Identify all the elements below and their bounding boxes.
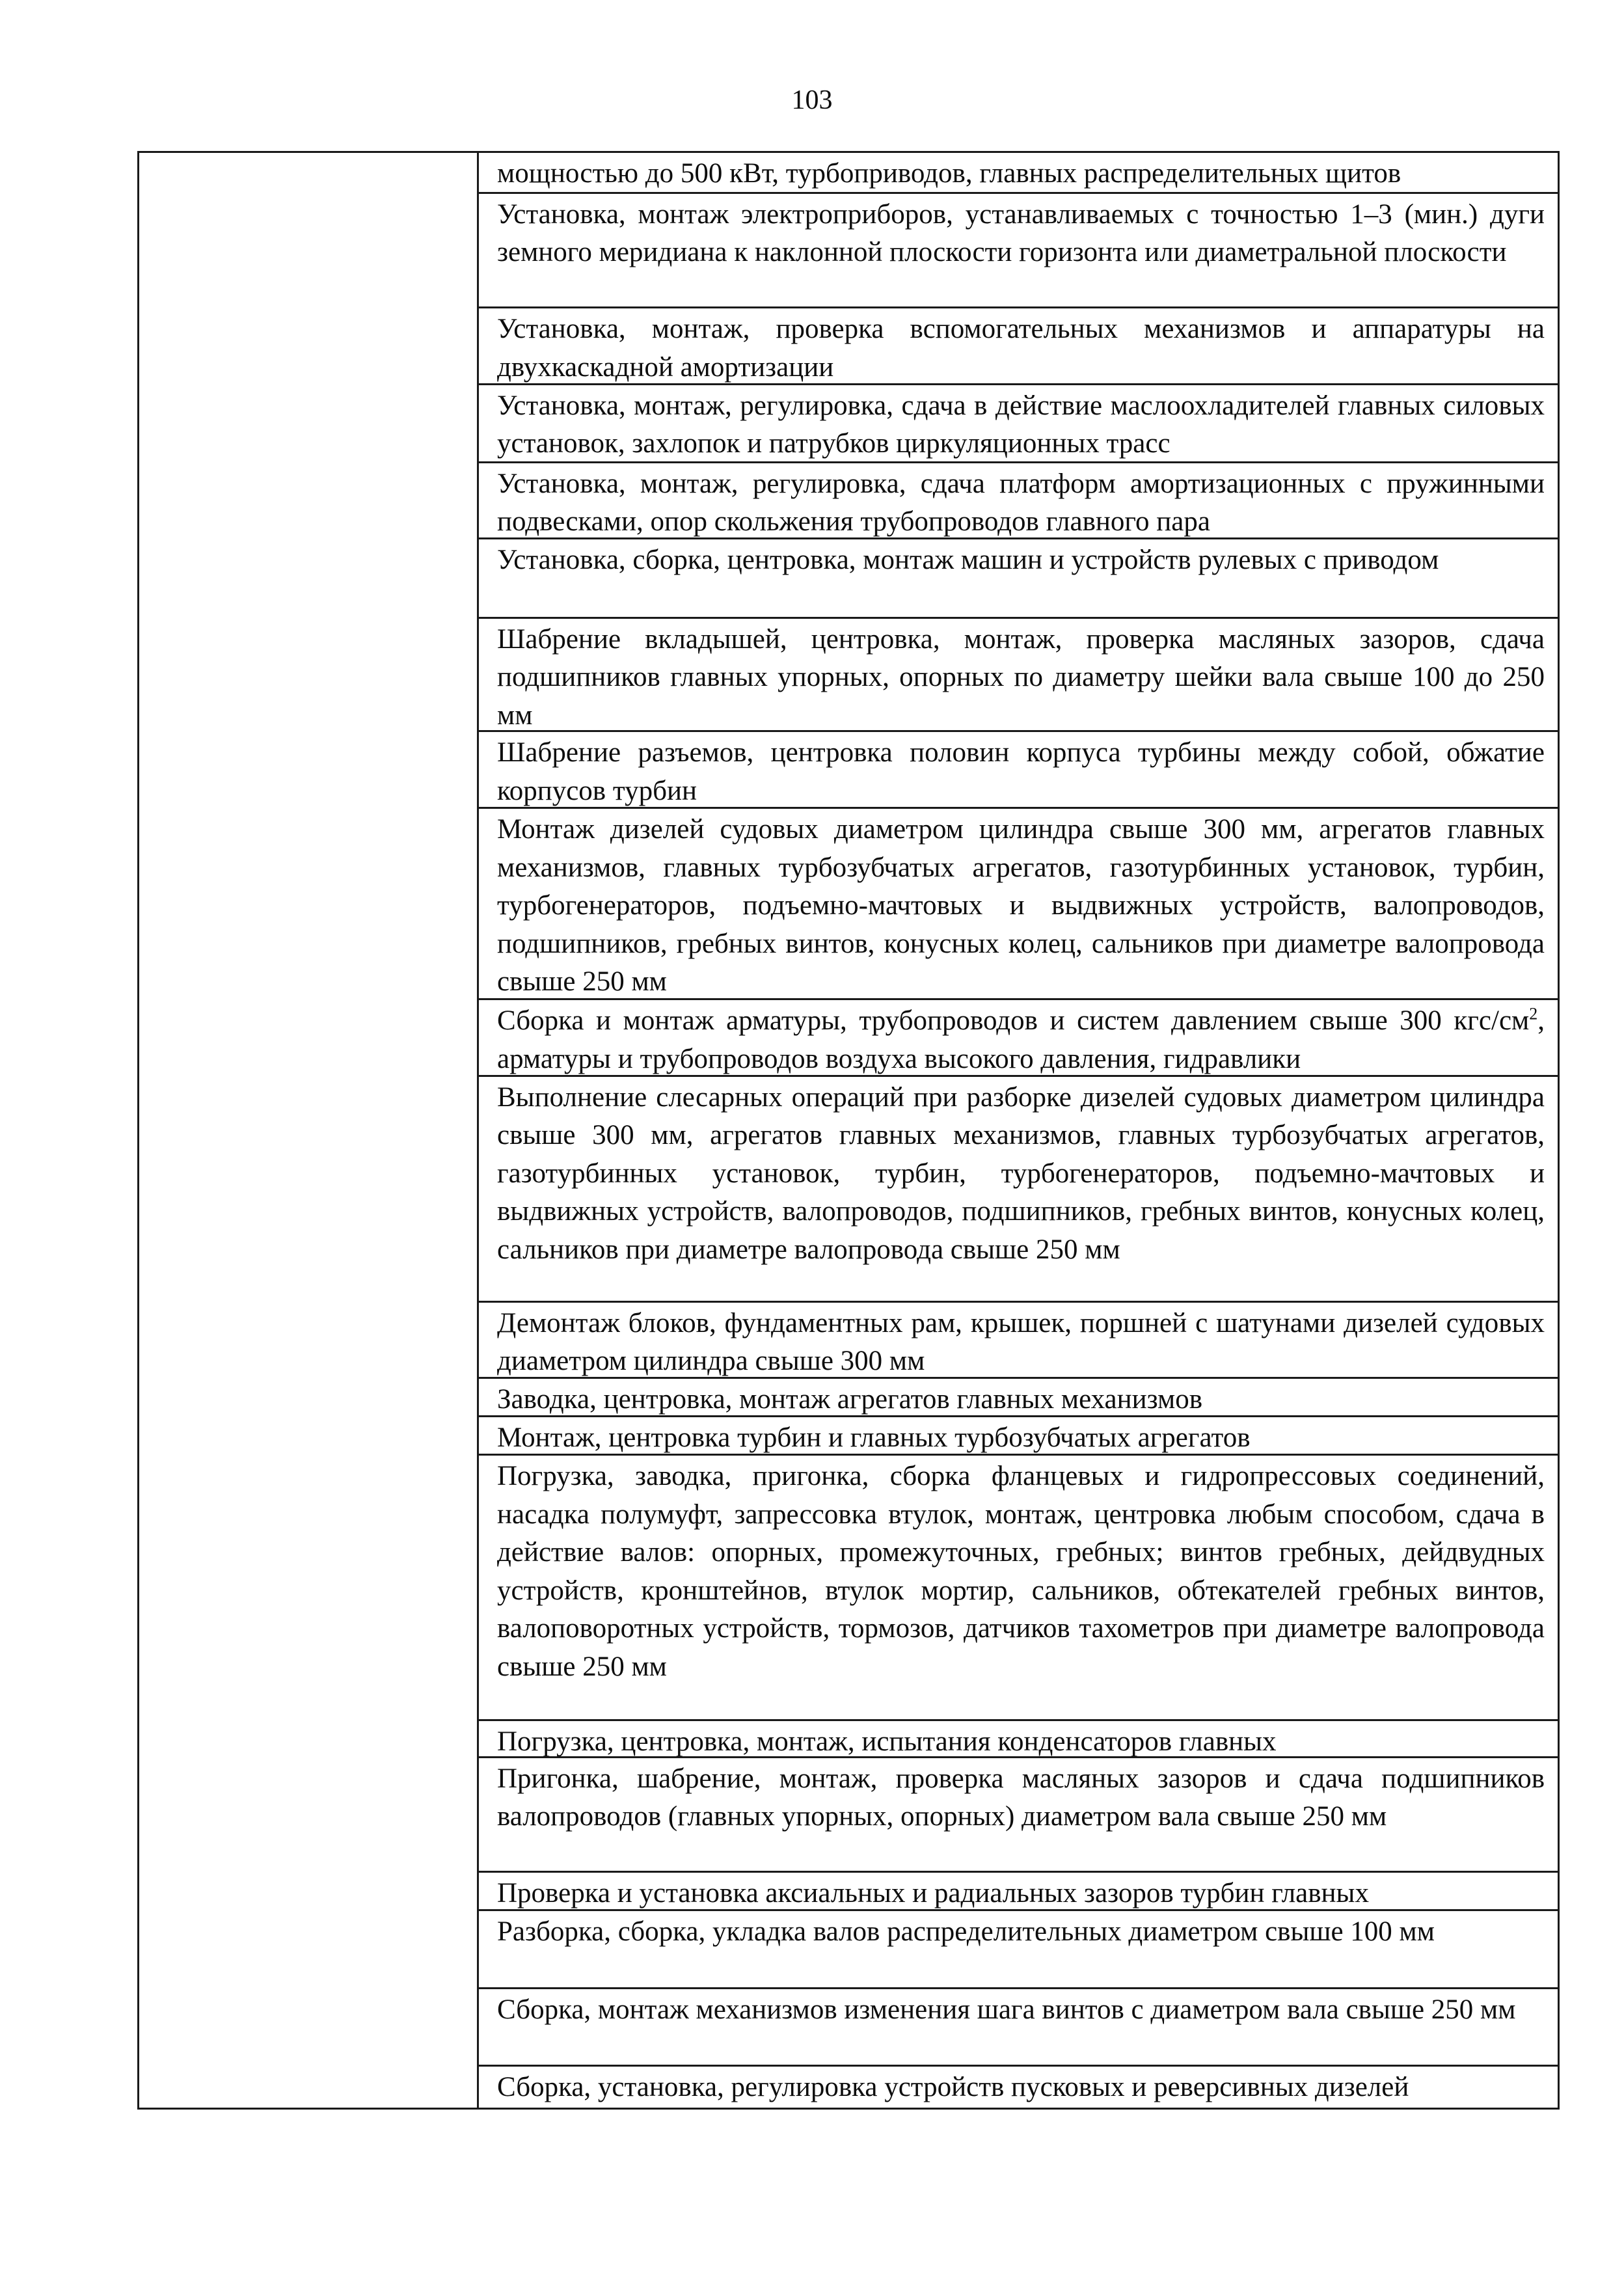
table-right-column	[479, 153, 1558, 2108]
table-row: Установка, монтаж электроприборов, устанавливаемых с точностью 1–3 (мин.) дуги земного меридиана к наклонной плоскости горизонта или диаметральной плоскости	[479, 194, 1558, 308]
page-number: 103	[791, 85, 833, 115]
row-text-part: Сборка и монтаж арматуры, трубопроводов и систем давлением свыше 300 кгс/см	[497, 1005, 1530, 1036]
table-row: Монтаж дизелей судовых диаметром цилиндра свыше 300 мм, агрегатов главных механизмов, главных турбозубчатых агрегатов, газотурбинных установок, турбин, турбогенераторов, подъемно-мачтовых и выдвижных устройств, валопроводов, подшипников, гребных винтов, конусных колец, сальников при диаметре валопровода свыше 250 мм	[479, 809, 1558, 1000]
table-row: Разборка, сборка, укладка валов распределительных диаметром свыше 100 мм	[479, 1911, 1558, 1989]
row-text-part: , арматуры и трубопроводов воздуха высокого давления, гидравлики	[497, 1005, 1545, 1074]
table-row: Монтаж, центровка турбин и главных турбозубчатых агрегатов	[479, 1417, 1558, 1456]
superscript: 2	[1529, 1004, 1538, 1024]
table-row: мощностью до 500 кВт, турбоприводов, главных распределительных щитов	[479, 153, 1558, 194]
table-row: Шабрение разъемов, центровка половин корпуса турбины между собой, обжатие корпусов турбин	[479, 732, 1558, 809]
table-row: Погрузка, заводка, пригонка, сборка фланцевых и гидропрессовых соединений, насадка полумуфт, запрессовка втулок, монтаж, центровка любым способом, сдача в действие валов: опорных, промежуточных, гребных; винтов гребных, дейдвудных устройств, кронштейнов, втулок мортир, сальников, обтекателей гребных винтов, валоповоротных устройств, тормозов, датчиков тахометров при диаметре валопровода свыше 250 мм	[479, 1456, 1558, 1721]
table-row: Установка, монтаж, регулировка, сдача в действие маслоохладителей главных силовых установок, захлопок и патрубков циркуляционных трасс	[479, 385, 1558, 463]
table-row: Установка, монтаж, регулировка, сдача платформ амортизационных с пружинными подвесками, опор скольжения трубопроводов главного пара	[479, 463, 1558, 540]
work-table	[137, 151, 1560, 2110]
table-row: Заводка, центровка, монтаж агрегатов главных механизмов	[479, 1379, 1558, 1417]
table-row: Сборка, установка, регулировка устройств пусковых и реверсивных дизелей	[497, 2072, 1409, 2103]
table-row: Выполнение слесарных операций при разборке дизелей судовых диаметром цилиндра свыше 300 мм, агрегатов главных механизмов, главных турбозубчатых агрегатов, газотурбинных установок, турбин, турбогенераторов, подъемно-мачтовых и выдвижных устройств, валопроводов, подшипников, гребных винтов, конусных колец, сальников при диаметре валопровода свыше 250 мм	[479, 1077, 1558, 1303]
table-row: Установка, сборка, центровка, монтаж машин и устройств рулевых с приводом	[479, 539, 1558, 619]
table-left-cell	[139, 153, 479, 2108]
table-row: Проверка и установка аксиальных и радиальных зазоров турбин главных	[479, 1873, 1558, 1911]
table-row: Пригонка, шабрение, монтаж, проверка масляных зазоров и сдача подшипников валопроводов (главных упорных, опорных) диаметром вала свыше 250 мм	[479, 1758, 1558, 1873]
table-row: Установка, монтаж, проверка вспомогательных механизмов и аппаратуры на двухкаскадной амортизации	[479, 308, 1558, 385]
table-row: Демонтаж блоков, фундаментных рам, крышек, поршней с шатунами дизелей судовых диаметром цилиндра свыше 300 мм	[479, 1303, 1558, 1379]
table-row: Шабрение вкладышей, центровка, монтаж, проверка масляных зазоров, сдача подшипников главных упорных, опорных по диаметру шейки вала свыше 100 до 250 мм	[479, 619, 1558, 732]
table-row	[479, 1000, 1558, 1077]
table-row: Сборка, монтаж механизмов изменения шага винтов с диаметром вала свыше 250 мм	[479, 1989, 1558, 2067]
table-row: Погрузка, центровка, монтаж, испытания конденсаторов главных	[479, 1721, 1558, 1758]
